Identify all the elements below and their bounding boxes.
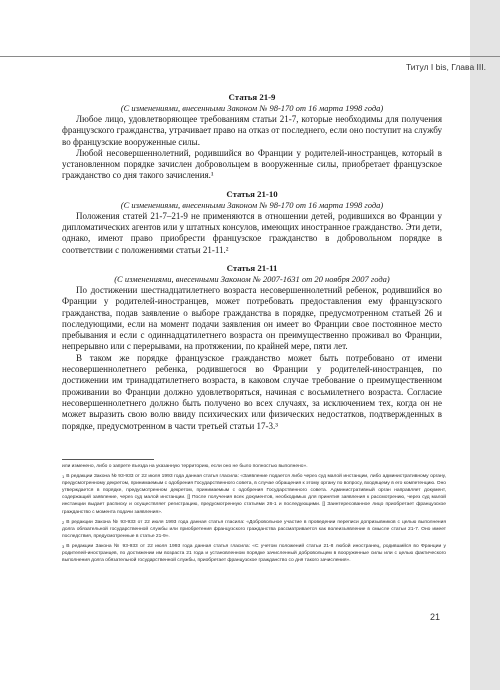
footnote-mark: 1 [62, 474, 65, 480]
article-amendment-note: (С изменениями, внесенными Законом № 2007-1631 от 20 ноября 2007 года) [114, 273, 390, 284]
footnote [62, 543, 446, 564]
article-title: Статья 21-10 [226, 188, 278, 199]
page-margin-strip [470, 0, 500, 690]
footnote-mark: 3 [62, 543, 65, 549]
paragraph: Любое лицо, удовлетворяющее требованиям статьи 21-7, которые необходимы для получения французского гражданства, утрачивает право на отказ от последнего, если оно поступит на службу во французские вооруженные силы. [62, 114, 442, 147]
page-number: 21 [430, 612, 441, 622]
footnote-text: В редакции Закона № 93-933 от 22 июля 1993 года данная статья гласила: «Добровольное участие в проведении переписи допризывников с целью выполнения долга обязательной государственной службы или приобретения французского гражданства рассматривается как волеизъявление в смысле статьи 21-7. Оно имеет последствия, предусмотренные в статье 21-9». [62, 519, 446, 539]
footnote [62, 473, 446, 516]
article-title: Статья 21-11 [226, 262, 278, 273]
article-title: Статья 21-9 [228, 92, 276, 102]
paragraph: Любой несовершеннолетний, родившийся во Франции у родителей-иностранцев, который в установленном порядке зачислен добровольцем в вооруженные силы, приобретает французское гражданство со дня такого зачисления.¹ [62, 147, 442, 181]
paragraph: В таком же порядке французское гражданство может быть потребовано от имени несовершеннолетнего ребенка, родившегося во Франции у родителей-иностранцев, по достижении им тринадцатилетнего возраста, в каковом случае требование о преимущественном проживании во Франции должно удовлетворяться, начиная с восьмилетнего возраста. Согласие несовершеннолетнего должно быть получено во всех случаях, за исключением тех, когда он не может выразить свою волю ввиду психических или физических недостатков, подтвержденных в порядке, предусмотренном в части третьей статьи 17-3.³ [62, 352, 442, 431]
header-rule [0, 56, 500, 57]
footnote-text: В редакции Закона № 93-933 от 22 июля 1993 года данная статья гласила: «С учетом положений статьи 21-8 любой иностранец, родившийся во Франции у родителей-иностранцев, по достижении им возраста 21 года и установленном порядке зачисленный добровольцем в вооруженные силы или с целью фактического выполнения долга обязательной государственной службы, приобретает французское гражданство со дня такого зачисления». [62, 543, 446, 564]
footnote-text: В редакции Закона № 93-933 от 22 июля 1993 года данная статья гласила: «Заявление подается либо через суд малой инстанции, либо административному органу, предусмотренному декретом, принимаемым с одобрения Государственного совета, в случае обращения к этому органу по вопросу, входящему в его компетенцию. Оно утверждается в порядке, предусмотренном декретом, принимаемым с одобрения Государственного совета. Административный орган направляет документ, содержащий заявление, через суд малой инстанции. [] После получения всех документов, необходимых для принятия заявления к рассмотрению, через суд малой инстанции выдает расписку и осуществляет регистрацию, предусмотренную статьями 26-1 и последующими. [] Заинтересованное лицо приобретает французское гражданство с момента подачи заявления». [62, 474, 446, 515]
footnotes [62, 463, 446, 567]
footnote-text: или изменено, либо о запрете въезда на указанную территорию, если оно не было полностью выполнено». [62, 464, 308, 469]
paragraph: По достижении шестнадцатилетнего возраста несовершеннолетний ребенок, родившийся во Франции у родителей-иностранцев, может потребовать предоставления ему французского гражданства, подав заявление о выборе гражданства в порядке, предусмотренном статьей 26 и последующими, если на момент подачи заявления он имеет во Франции свое постоянное место пребывания и если с одиннадцатилетнего возраста он преимущественно проживал во Франции, непрерывно или с перерывами, на протяжении, по крайней мере, пяти лет. [62, 284, 442, 352]
main-text [62, 92, 442, 432]
footnote [62, 463, 446, 470]
article-amendment-note: (С изменениями, внесенными Законом № 98-170 от 16 марта 1998 года) [120, 199, 384, 210]
running-title: Титул I bis, Глава III. [405, 62, 486, 72]
paragraph: Положения статей 21-7–21-9 не применяются в отношении детей, родившихся во Франции у дипломатических агентов или у штатных консулов, имеющих иностранное гражданство. Эти дети, однако, имеют право приобрести французское гражданство в добровольном порядке в соответствии с положениями статьи 21-11.² [62, 210, 442, 255]
article-amendment-note: (С изменениями, внесенными Законом № 98-170 от 16 марта 1998 года) [120, 103, 384, 113]
footnote-separator [62, 459, 154, 460]
footnote-mark: 2 [62, 519, 65, 525]
footnote [62, 519, 446, 540]
